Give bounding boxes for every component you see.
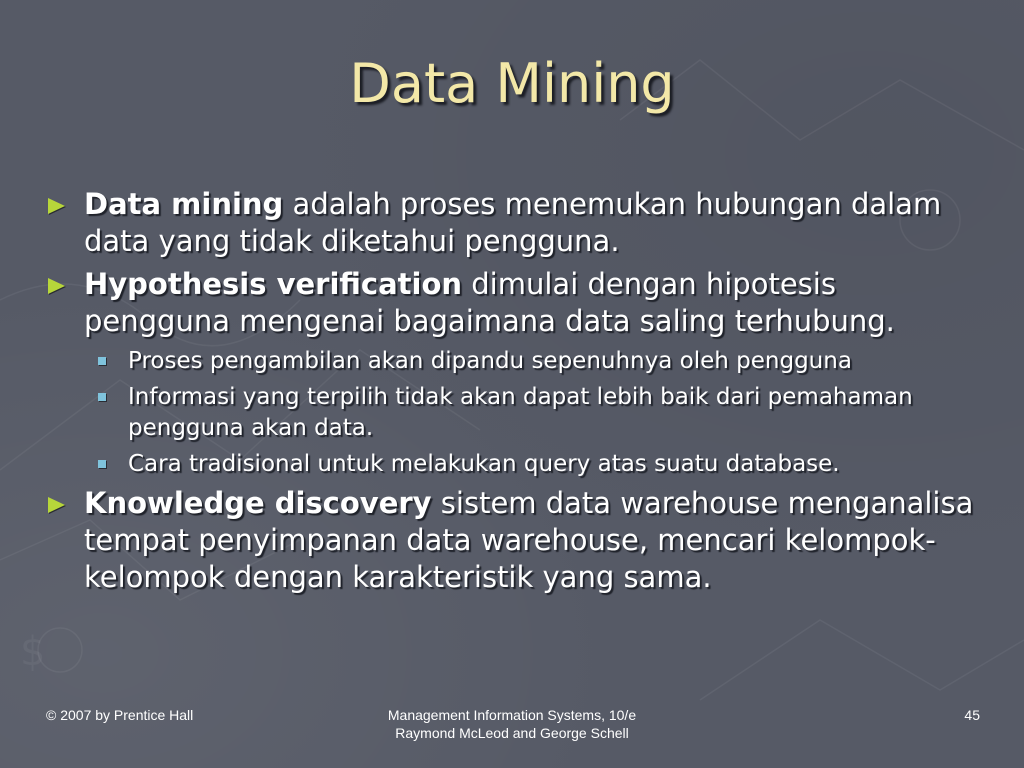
triangle-right-icon: [48, 198, 65, 214]
bullet-text: dimulai dengan hipotesis pengguna mengenai bagaimana data saling terhubung.: [84, 267, 895, 338]
bullet-text: adalah proses menemukan hubungan dalam data yang tidak diketahui pengguna.: [84, 187, 942, 258]
sub-bullet-item: [48, 449, 988, 480]
sub-bullet-item: [48, 346, 988, 377]
bullet-text: sistem data warehouse menganalisa tempat penyimpanan data warehouse, mencari kelompok-kelompok dengan karakteristik yang sama.: [84, 486, 974, 594]
footer-authors: Raymond McLeod and George Schell: [395, 725, 629, 741]
bullet-item-knowledge-discovery: [48, 485, 988, 596]
sub-bullet-text: Cara tradisional untuk melakukan query atas suatu database.: [128, 451, 840, 477]
triangle-right-icon: [48, 497, 65, 513]
footer-book-info: [362, 706, 662, 742]
square-bullet-icon: [98, 393, 106, 401]
bullet-term: Data mining: [84, 187, 284, 221]
sub-bullet-text: Informasi yang terpilih tidak akan dapat lebih baik dari pemahaman pengguna akan data.: [128, 384, 913, 441]
bullet-item-hypothesis-verification: [48, 266, 988, 340]
footer-page-number: 45: [964, 707, 980, 723]
svg-text:$: $: [20, 629, 46, 675]
triangle-right-icon: [48, 278, 65, 294]
square-bullet-icon: [98, 357, 106, 365]
sub-bullet-item: [48, 382, 988, 444]
footer-copyright: © 2007 by Prentice Hall: [46, 707, 194, 723]
bullet-term: Hypothesis verification: [84, 267, 463, 301]
bullet-item-data-mining: [48, 186, 988, 260]
slide-content: [48, 186, 988, 602]
footer-book-title: Management Information Systems, 10/e: [387, 707, 637, 723]
sub-bullet-text: Proses pengambilan akan dipandu sepenuhnya oleh pengguna: [128, 348, 852, 374]
slide-title: Data Mining: [349, 52, 675, 115]
square-bullet-icon: [98, 460, 106, 468]
bullet-term: Knowledge discovery: [84, 486, 432, 520]
